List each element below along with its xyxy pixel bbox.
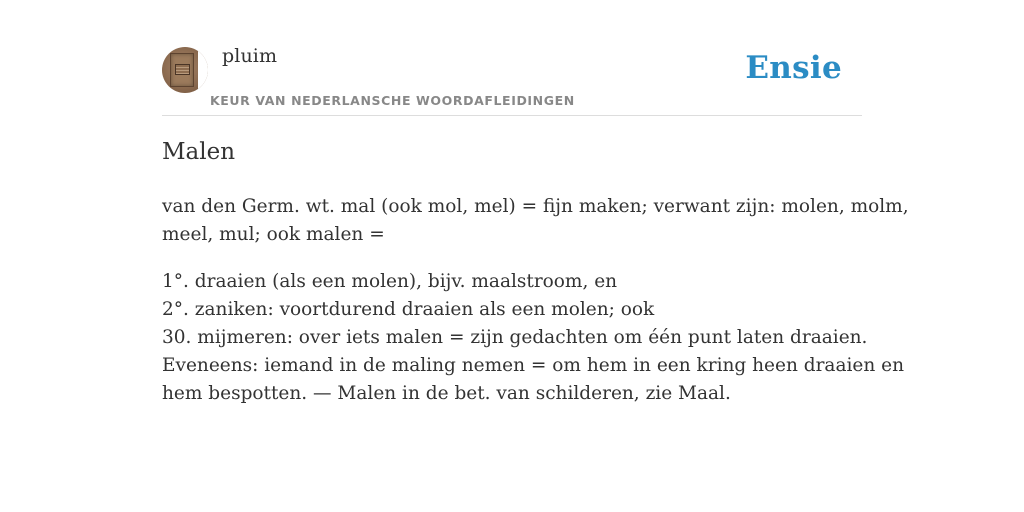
entry-title: Malen (162, 139, 236, 165)
header (162, 0, 862, 116)
entry-body (162, 193, 909, 427)
author-name[interactable]: pluim (222, 45, 278, 67)
definition-paragraph-1 (162, 193, 909, 249)
source-name[interactable]: KEUR VAN NEDERLANSCHE WOORDAFLEIDINGEN (210, 93, 575, 108)
author-avatar[interactable] (162, 47, 208, 93)
text-line: meel, mul; ook malen = (162, 224, 385, 245)
definition-paragraph-2 (162, 268, 905, 408)
text-line: 30. mijmeren: over iets malen = zijn gedachten om één punt laten draaien. (162, 327, 868, 348)
text-line: hem bespotten. — Malen in de bet. van schilderen, zie Maal. (162, 383, 731, 404)
book-portrait-icon (170, 53, 194, 87)
text-line: van den Germ. wt. mal (ook mol, mel) = fijn maken; verwant zijn: molen, molm, (162, 196, 909, 217)
text-line: 2°. zaniken: voortdurend draaien als een molen; ook (162, 299, 655, 320)
text-line: Eveneens: iemand in de maling nemen = om hem in een kring heen draaien en (162, 355, 905, 376)
ensie-logo[interactable]: Ensie (745, 50, 842, 86)
text-line: 1°. draaien (als een molen), bijv. maalstroom, en (162, 271, 618, 292)
